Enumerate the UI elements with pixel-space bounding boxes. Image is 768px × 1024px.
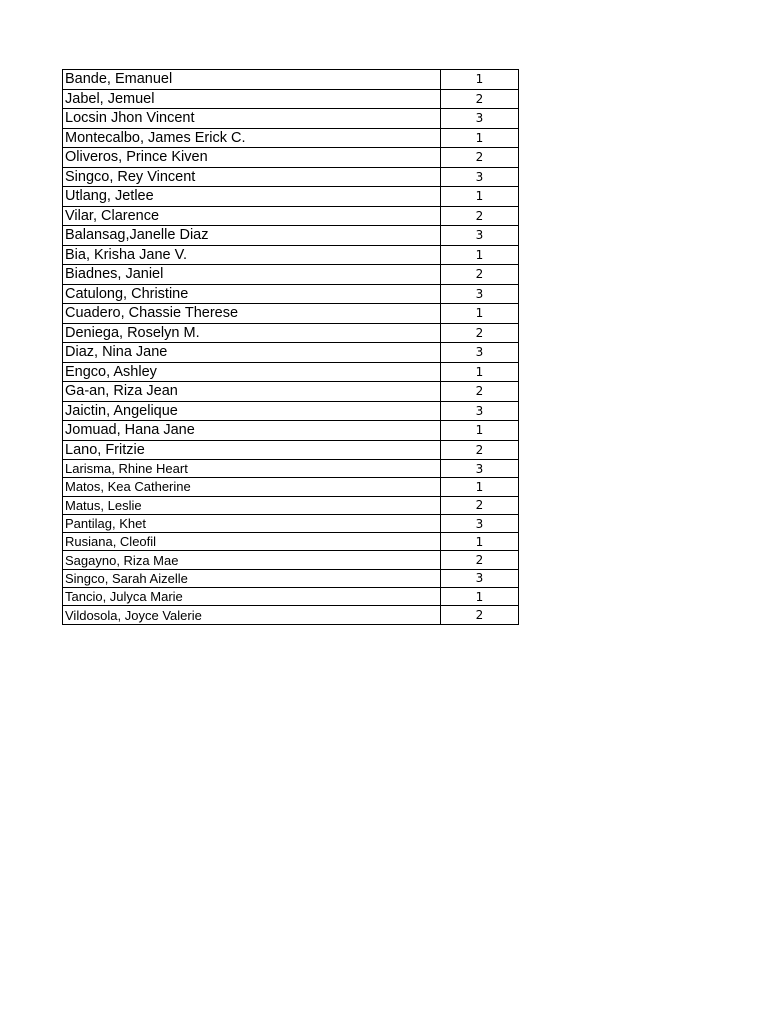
table-row — [63, 148, 519, 168]
table-row — [63, 514, 519, 532]
student-name-cell: Jomuad, Hana Jane — [63, 421, 441, 441]
group-number-cell: 3 — [441, 460, 519, 478]
table-row — [63, 569, 519, 587]
student-name-cell: Deniega, Roselyn M. — [63, 323, 441, 343]
student-name-cell: Locsin Jhon Vincent — [63, 109, 441, 129]
table-row — [63, 588, 519, 606]
group-number-cell: 3 — [441, 514, 519, 532]
group-number-cell: 2 — [441, 496, 519, 514]
table-row — [63, 362, 519, 382]
table-row — [63, 265, 519, 285]
group-number-cell: 1 — [441, 533, 519, 551]
group-number-cell: 3 — [441, 226, 519, 246]
table-row — [63, 167, 519, 187]
student-name-cell: Jabel, Jemuel — [63, 89, 441, 109]
student-name-cell: Pantilag, Khet — [63, 514, 441, 532]
group-number-cell: 2 — [441, 89, 519, 109]
student-name-cell: Singco, Rey Vincent — [63, 167, 441, 187]
group-number-cell: 1 — [441, 70, 519, 90]
group-number-cell: 3 — [441, 284, 519, 304]
student-name-cell: Matus, Leslie — [63, 496, 441, 514]
table-row — [63, 496, 519, 514]
roster-table — [62, 69, 519, 625]
table-row — [63, 343, 519, 363]
table-row — [63, 401, 519, 421]
table-row — [63, 109, 519, 129]
table-row — [63, 89, 519, 109]
group-number-cell: 1 — [441, 478, 519, 496]
student-name-cell: Biadnes, Janiel — [63, 265, 441, 285]
table-row — [63, 606, 519, 624]
student-name-cell: Sagayno, Riza Mae — [63, 551, 441, 569]
table-row — [63, 245, 519, 265]
group-number-cell: 1 — [441, 304, 519, 324]
table-row — [63, 421, 519, 441]
table-row — [63, 226, 519, 246]
student-name-cell: Tancio, Julyca Marie — [63, 588, 441, 606]
group-number-cell: 2 — [441, 551, 519, 569]
group-number-cell: 2 — [441, 382, 519, 402]
table-row — [63, 382, 519, 402]
student-name-cell: Rusiana, Cleofil — [63, 533, 441, 551]
group-number-cell: 3 — [441, 569, 519, 587]
roster-table-body — [63, 70, 519, 625]
group-number-cell: 3 — [441, 109, 519, 129]
student-name-cell: Diaz, Nina Jane — [63, 343, 441, 363]
table-row — [63, 551, 519, 569]
student-name-cell: Ga-an, Riza Jean — [63, 382, 441, 402]
group-number-cell: 3 — [441, 343, 519, 363]
table-row — [63, 206, 519, 226]
group-number-cell: 2 — [441, 440, 519, 460]
table-row — [63, 284, 519, 304]
table-row — [63, 533, 519, 551]
group-number-cell: 2 — [441, 323, 519, 343]
group-number-cell: 3 — [441, 167, 519, 187]
student-name-cell: Engco, Ashley — [63, 362, 441, 382]
table-row — [63, 478, 519, 496]
table-row — [63, 323, 519, 343]
student-name-cell: Vilar, Clarence — [63, 206, 441, 226]
table-row — [63, 187, 519, 207]
student-name-cell: Montecalbo, James Erick C. — [63, 128, 441, 148]
group-number-cell: 3 — [441, 401, 519, 421]
group-number-cell: 2 — [441, 606, 519, 624]
table-row — [63, 70, 519, 90]
student-name-cell: Matos, Kea Catherine — [63, 478, 441, 496]
group-number-cell: 2 — [441, 148, 519, 168]
student-name-cell: Utlang, Jetlee — [63, 187, 441, 207]
student-name-cell: Oliveros, Prince Kiven — [63, 148, 441, 168]
student-name-cell: Cuadero, Chassie Therese — [63, 304, 441, 324]
student-name-cell: Bande, Emanuel — [63, 70, 441, 90]
group-number-cell: 1 — [441, 128, 519, 148]
group-number-cell: 1 — [441, 362, 519, 382]
table-row — [63, 440, 519, 460]
student-name-cell: Singco, Sarah Aizelle — [63, 569, 441, 587]
student-name-cell: Catulong, Christine — [63, 284, 441, 304]
student-name-cell: Lano, Fritzie — [63, 440, 441, 460]
table-row — [63, 460, 519, 478]
group-number-cell: 2 — [441, 206, 519, 226]
table-row — [63, 304, 519, 324]
student-name-cell: Jaictin, Angelique — [63, 401, 441, 421]
student-name-cell: Vildosola, Joyce Valerie — [63, 606, 441, 624]
group-number-cell: 1 — [441, 588, 519, 606]
group-number-cell: 2 — [441, 265, 519, 285]
group-number-cell: 1 — [441, 421, 519, 441]
group-number-cell: 1 — [441, 187, 519, 207]
student-name-cell: Balansag,Janelle Diaz — [63, 226, 441, 246]
table-row — [63, 128, 519, 148]
student-name-cell: Bia, Krisha Jane V. — [63, 245, 441, 265]
group-number-cell: 1 — [441, 245, 519, 265]
student-name-cell: Larisma, Rhine Heart — [63, 460, 441, 478]
